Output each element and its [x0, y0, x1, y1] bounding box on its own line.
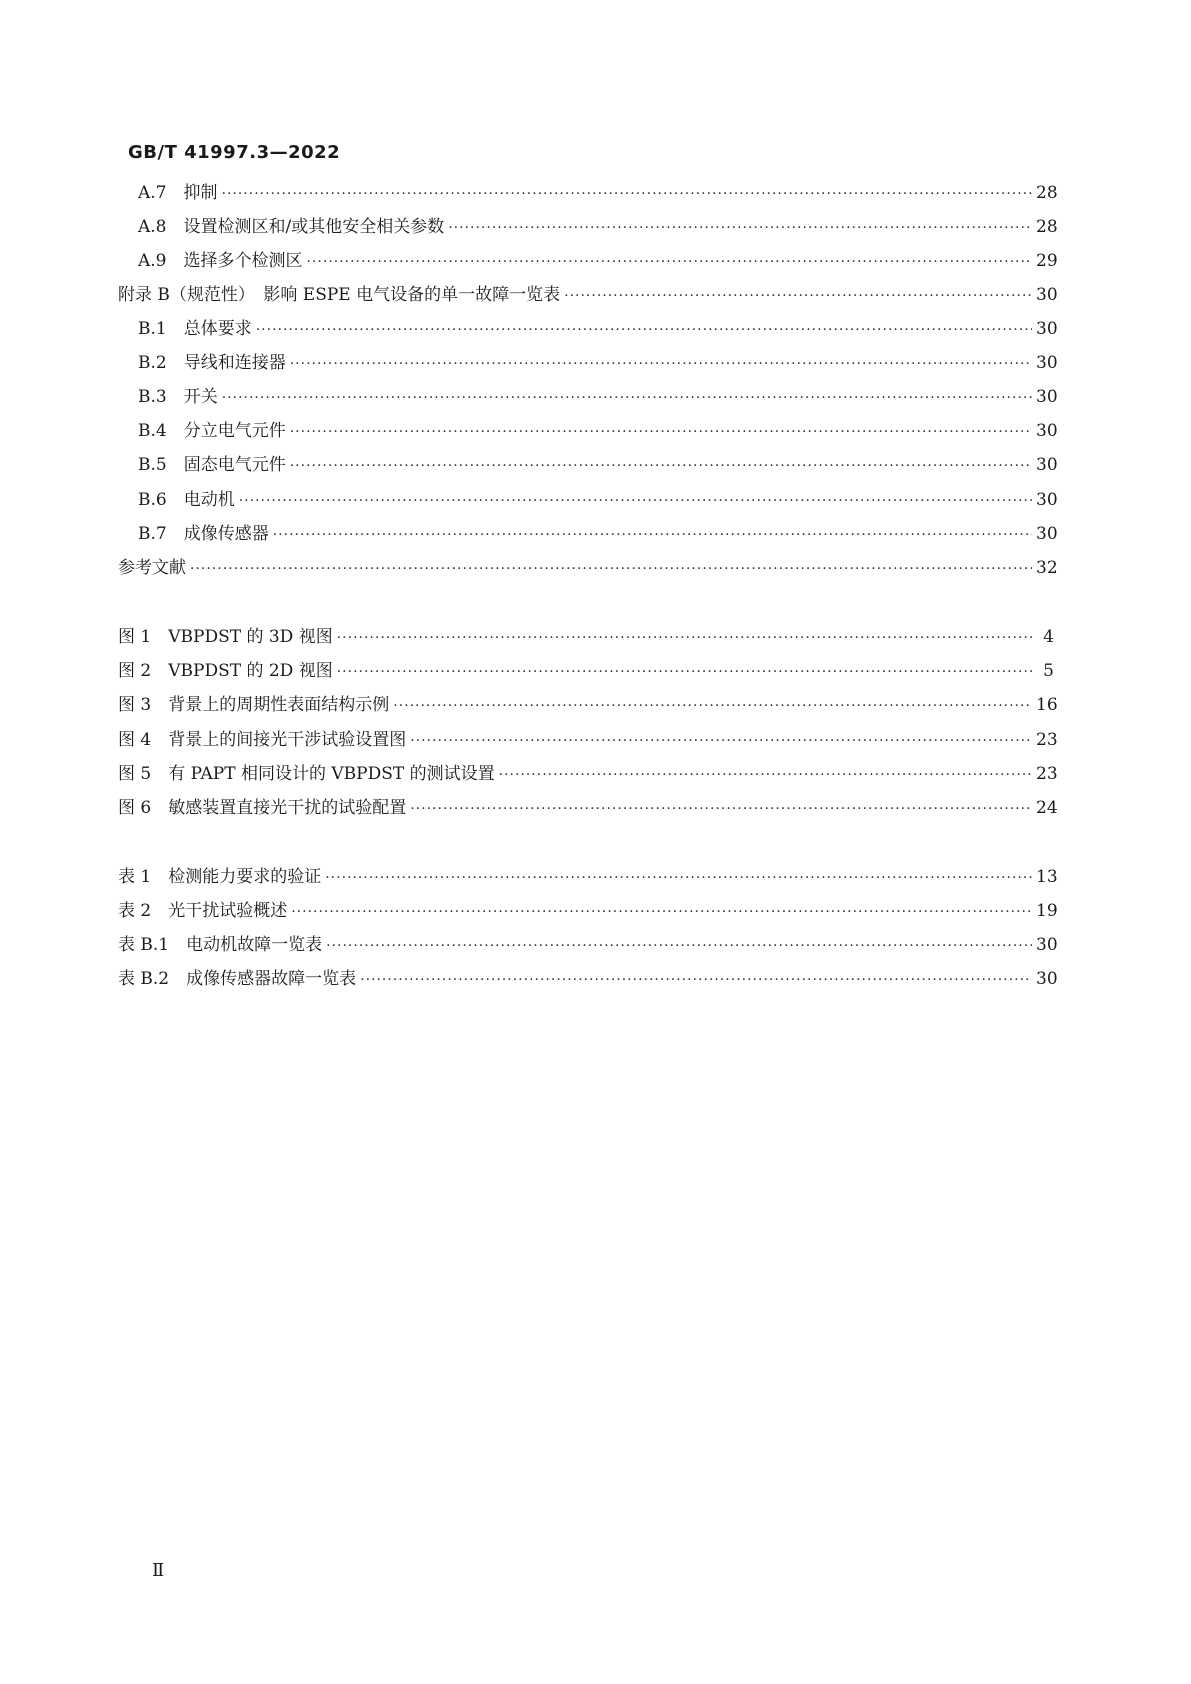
toc-entry[interactable]	[138, 521, 1058, 547]
figure-list-entry[interactable]	[118, 624, 1054, 650]
leader-dots	[410, 728, 1032, 754]
toc-entry[interactable]	[138, 214, 1058, 240]
toc-entry-title: 开关	[183, 387, 218, 407]
toc-entry[interactable]	[138, 248, 1058, 274]
leader-dots	[290, 351, 1032, 377]
figure-title: 有 PAPT 相同设计的 VBPDST 的测试设置	[168, 764, 495, 784]
toc-entry-title: 分立电气元件	[183, 421, 286, 441]
figure-list-entry[interactable]	[118, 692, 1058, 718]
leader-dots	[337, 659, 1032, 685]
leader-dots	[337, 625, 1032, 651]
leader-dots	[393, 693, 1032, 719]
toc-entry-page: 30	[1036, 524, 1058, 544]
toc-entry-page: 30	[1036, 353, 1058, 373]
leader-dots	[290, 419, 1032, 445]
leader-dots	[239, 488, 1032, 514]
toc-entry[interactable]	[138, 487, 1058, 513]
figure-page: 4	[1043, 627, 1054, 647]
figure-page: 23	[1036, 764, 1058, 784]
figure-number: 图 4	[118, 730, 152, 750]
toc-entry-number: B.7	[138, 524, 167, 544]
toc-entry-title: 电动机	[183, 490, 235, 510]
toc-entry-number: 参考文献	[118, 558, 186, 578]
table-page: 30	[1036, 969, 1058, 989]
table-number: 表 B.2	[118, 969, 170, 989]
toc-entry-page: 30	[1036, 490, 1058, 510]
table-title: 电动机故障一览表	[186, 935, 323, 955]
figure-list-entry[interactable]	[118, 658, 1054, 684]
leader-dots	[326, 933, 1032, 959]
table-number: 表 1	[118, 867, 152, 887]
toc-entry-page: 32	[1036, 558, 1058, 578]
leader-dots	[564, 283, 1032, 309]
toc-entry-title: 抑制	[183, 183, 218, 203]
table-page: 13	[1036, 867, 1058, 887]
figure-number: 图 2	[118, 661, 152, 681]
leader-dots	[222, 385, 1032, 411]
table-title: 成像传感器故障一览表	[186, 969, 357, 989]
toc-entry-page: 30	[1036, 285, 1058, 305]
table-title: 检测能力要求的验证	[168, 867, 322, 887]
toc-entry[interactable]	[138, 452, 1058, 478]
table-title: 光干扰试验概述	[168, 901, 288, 921]
figure-number: 图 5	[118, 764, 152, 784]
figure-page: 23	[1036, 730, 1058, 750]
toc-entry[interactable]	[138, 384, 1058, 410]
table-list-entry[interactable]	[118, 966, 1058, 992]
table-list-entry[interactable]	[118, 898, 1058, 924]
leader-dots	[273, 522, 1032, 548]
toc-entry-title: 影响 ESPE 电气设备的单一故障一览表	[263, 285, 561, 305]
toc-entry[interactable]	[138, 418, 1058, 444]
toc-entry-page: 28	[1036, 217, 1058, 237]
figure-list-entry[interactable]	[118, 795, 1058, 821]
toc-entry-number: A.8	[138, 217, 167, 237]
figure-list-entry[interactable]	[118, 727, 1058, 753]
toc-entry-annex[interactable]	[118, 282, 1058, 308]
table-page: 19	[1036, 901, 1058, 921]
figure-number: 图 6	[118, 798, 152, 818]
toc-entry-page: 30	[1036, 387, 1058, 407]
toc-entry-number: A.9	[138, 251, 167, 271]
figure-title: 背景上的周期性表面结构示例	[168, 695, 390, 715]
document-id-header: GB/T 41997.3—2022	[128, 142, 341, 163]
leader-dots	[499, 762, 1032, 788]
toc-entry-number: B.4	[138, 421, 167, 441]
toc-entry[interactable]	[138, 316, 1058, 342]
leader-dots	[222, 181, 1033, 207]
figure-page: 16	[1036, 695, 1058, 715]
toc-entry-title: 总体要求	[183, 319, 252, 339]
leader-dots	[307, 249, 1033, 275]
leader-dots	[360, 967, 1032, 993]
leader-dots	[256, 317, 1032, 343]
toc-entry[interactable]	[138, 350, 1058, 376]
table-number: 表 B.1	[118, 935, 170, 955]
toc-entry-bibliography[interactable]	[118, 555, 1058, 581]
toc-entry-page: 30	[1036, 421, 1058, 441]
leader-dots	[291, 899, 1032, 925]
toc-entry-page: 30	[1036, 319, 1058, 339]
figure-number: 图 3	[118, 695, 152, 715]
figure-title: VBPDST 的 3D 视图	[168, 627, 333, 647]
leader-dots	[290, 453, 1032, 479]
toc-entry-number: 附录 B（规范性）	[118, 285, 247, 305]
toc-entry-page: 28	[1036, 183, 1058, 203]
toc-entry-title: 选择多个检测区	[183, 251, 303, 271]
toc-entry[interactable]	[138, 180, 1058, 206]
toc-entry-number: B.5	[138, 455, 167, 475]
toc-entry-title: 设置检测区和/或其他安全相关参数	[183, 217, 445, 237]
toc-entry-number: B.6	[138, 490, 167, 510]
figure-title: 敏感装置直接光干扰的试验配置	[168, 798, 407, 818]
toc-entry-title: 固态电气元件	[183, 455, 286, 475]
toc-entry-number: A.7	[138, 183, 167, 203]
figure-title: VBPDST 的 2D 视图	[168, 661, 333, 681]
leader-dots	[410, 796, 1032, 822]
figure-list-entry[interactable]	[118, 761, 1058, 787]
leader-dots	[190, 556, 1032, 582]
toc-entry-title: 导线和连接器	[183, 353, 286, 373]
page-number-footer: Ⅱ	[152, 1560, 165, 1581]
table-page: 30	[1036, 935, 1058, 955]
toc-entry-page: 29	[1036, 251, 1058, 271]
toc-entry-page: 30	[1036, 455, 1058, 475]
figure-title: 背景上的间接光干涉试验设置图	[168, 730, 407, 750]
leader-dots	[325, 865, 1032, 891]
toc-entry-number: B.1	[138, 319, 167, 339]
table-number: 表 2	[118, 901, 152, 921]
figure-number: 图 1	[118, 627, 152, 647]
toc-entry-number: B.2	[138, 353, 167, 373]
toc-entry-title: 成像传感器	[183, 524, 269, 544]
table-list-entry[interactable]	[118, 932, 1058, 958]
table-list-entry[interactable]	[118, 864, 1058, 890]
figure-page: 5	[1043, 661, 1054, 681]
figure-page: 24	[1036, 798, 1058, 818]
leader-dots	[448, 215, 1032, 241]
toc-entry-number: B.3	[138, 387, 167, 407]
